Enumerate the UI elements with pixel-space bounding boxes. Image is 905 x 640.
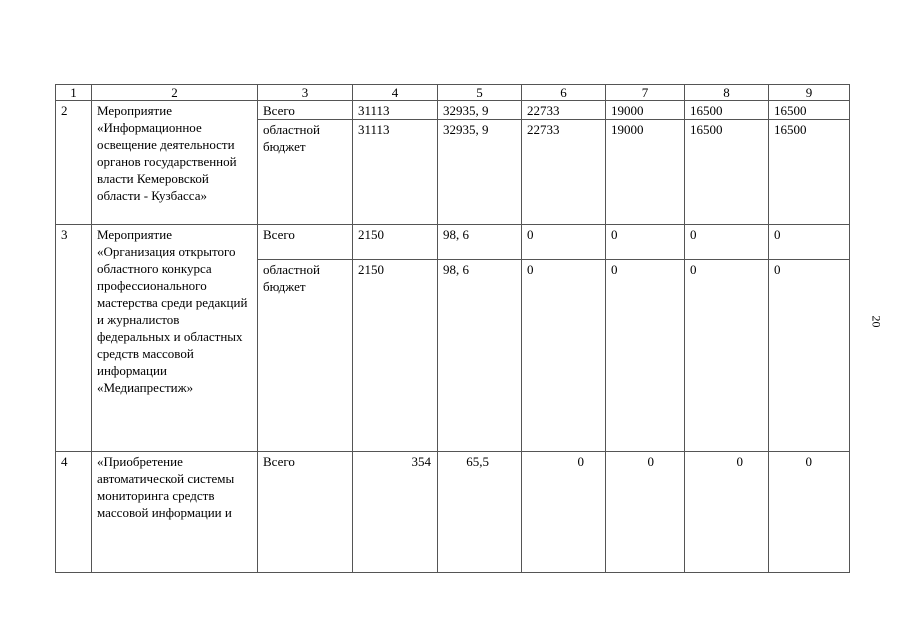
value-cell: 0 — [522, 225, 606, 260]
page-number: 20 — [869, 315, 884, 328]
value-cell: 0 — [769, 225, 850, 260]
value-cell: 16500 — [769, 120, 850, 225]
value-cell: 0 — [769, 452, 850, 573]
header-cell: 1 — [56, 85, 92, 101]
value-cell: 0 — [606, 452, 685, 573]
header-cell: 8 — [685, 85, 769, 101]
row-number: 4 — [56, 452, 92, 573]
value-cell: 0 — [685, 260, 769, 452]
budget-table — [55, 84, 850, 573]
value-cell: 22733 — [522, 101, 606, 120]
value-cell: 0 — [606, 260, 685, 452]
value-cell: 19000 — [606, 120, 685, 225]
value-cell: 0 — [685, 225, 769, 260]
table-header-row — [56, 85, 850, 101]
funding-source: Всего — [258, 225, 353, 260]
value-cell: 65,5 — [438, 452, 522, 573]
value-cell: 16500 — [685, 120, 769, 225]
value-cell: 2150 — [353, 260, 438, 452]
row-number: 2 — [56, 101, 92, 225]
value-cell: 32935, 9 — [438, 101, 522, 120]
value-cell: 0 — [769, 260, 850, 452]
header-cell: 5 — [438, 85, 522, 101]
value-cell: 98, 6 — [438, 225, 522, 260]
funding-source: областной бюджет — [258, 260, 353, 452]
header-cell: 6 — [522, 85, 606, 101]
header-cell: 7 — [606, 85, 685, 101]
funding-source: Всего — [258, 452, 353, 573]
value-cell: 0 — [685, 452, 769, 573]
value-cell: 32935, 9 — [438, 120, 522, 225]
value-cell: 19000 — [606, 101, 685, 120]
header-cell: 3 — [258, 85, 353, 101]
value-cell: 0 — [522, 452, 606, 573]
row-number: 3 — [56, 225, 92, 452]
value-cell: 22733 — [522, 120, 606, 225]
value-cell: 16500 — [769, 101, 850, 120]
value-cell: 31113 — [353, 120, 438, 225]
value-cell: 354 — [353, 452, 438, 573]
value-cell: 0 — [606, 225, 685, 260]
header-cell: 9 — [769, 85, 850, 101]
value-cell: 2150 — [353, 225, 438, 260]
value-cell: 31113 — [353, 101, 438, 120]
header-cell: 4 — [353, 85, 438, 101]
funding-source: Всего — [258, 101, 353, 120]
table-row — [56, 225, 850, 260]
value-cell: 98, 6 — [438, 260, 522, 452]
activity-title: Мероприятие «Организация открытого областного конкурса профессионального мастерства среди редакций и журналистов федеральных и областных средств массовой информации «Медиапрестиж» — [92, 225, 258, 452]
funding-source: областной бюджет — [258, 120, 353, 225]
value-cell: 0 — [522, 260, 606, 452]
table-row — [56, 101, 850, 120]
table-row — [56, 452, 850, 573]
activity-title: «Приобретение автоматической системы мониторинга средств массовой информации и — [92, 452, 258, 573]
activity-title: Мероприятие «Информационное освещение деятельности органов государственной власти Кемеровской области - Кузбасса» — [92, 101, 258, 225]
header-cell: 2 — [92, 85, 258, 101]
value-cell: 16500 — [685, 101, 769, 120]
